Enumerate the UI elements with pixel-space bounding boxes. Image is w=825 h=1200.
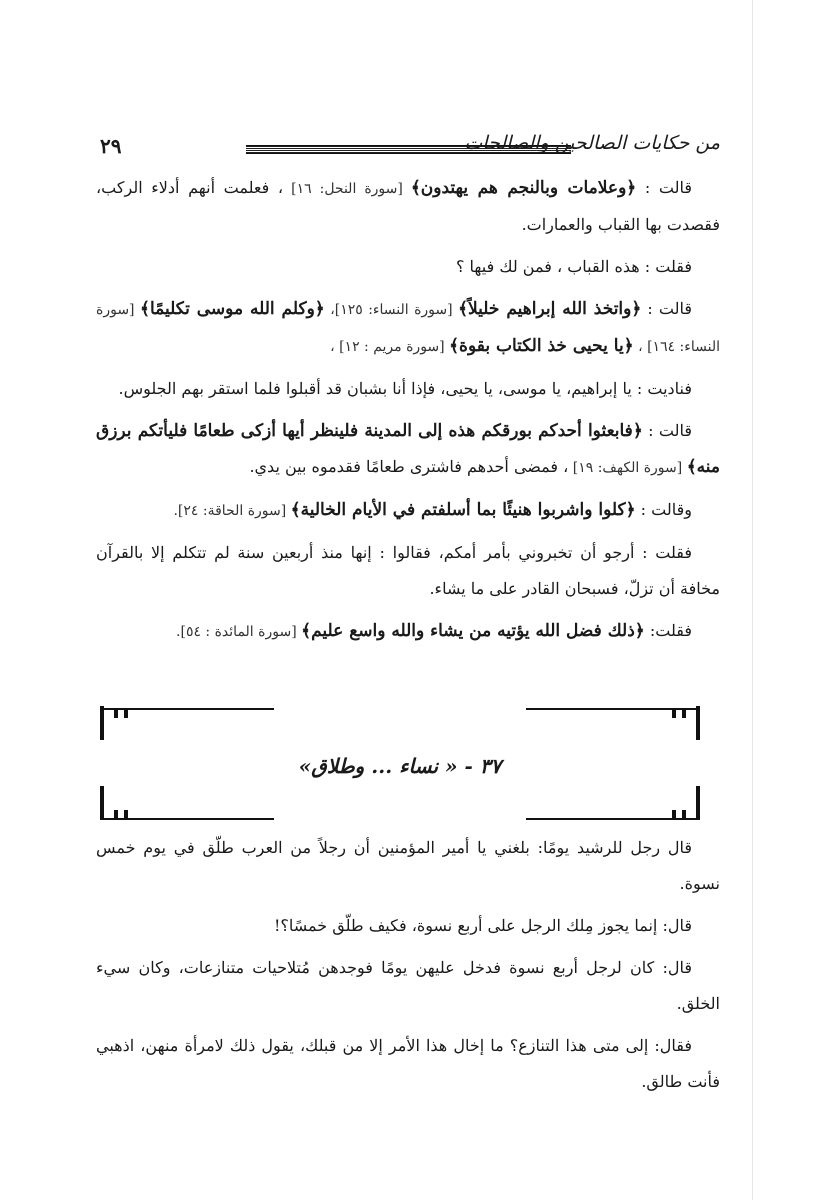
page-edge-line [752,0,753,1200]
quran-quote: ﴿يا يحيى خذ الكتاب بقوة﴾ [449,336,634,356]
paragraph: قال رجل للرشيد يومًا: بلغني يا أمير المؤمنين أن رجلاً من العرب طلّق في يوم خمس نسوة. [96,838,720,893]
quran-quote: ﴿ذلك فضل الله يؤتيه من يشاء والله واسع عليم﴾ [301,621,645,641]
frame-tick [672,810,676,818]
frame-tick [114,810,118,818]
surah-reference: [سورة النساء: ١٦٤] ، [96,302,720,355]
frame-tick [672,710,676,718]
paragraph [96,413,720,486]
surah-reference: [سورة مريم : ١٢] ، [330,339,450,355]
paragraph [96,492,720,529]
frame-tick [124,810,128,818]
paragraph-lead: وقالت : [635,500,692,519]
surah-reference: [سورة الكهف: ١٩] [568,460,687,476]
frame-tick [124,710,128,718]
paragraph-lead: فقلت: [644,621,692,640]
frame-tick [682,810,686,818]
section-heading: ٣٧ - « نساء ... وطلاق» [298,754,502,778]
paragraph [96,535,720,607]
frame-corner [696,706,700,740]
quran-quote: ﴿واتخذ الله إبراهيم خليلاً﴾ [458,299,642,319]
section-1-text [96,170,720,650]
paragraph-lead: قالت : [642,421,693,440]
paragraph: قال: إنما يجوز مِلك الرجل على أربع نسوة، فكيف طلّق خمسًا؟! [273,916,692,935]
quran-quote: ﴿فابعثوا أحدكم بورقكم هذه إلى المدينة فلينظر أيها أزكى طعامًا فليأتكم برزق منه﴾ [96,421,720,477]
section-heading-frame [100,700,700,820]
paragraph [96,249,720,285]
surah-reference: [سورة النساء: ١٢٥]، [324,302,459,318]
paragraph [96,291,720,365]
paragraph-tail: ، فعلمت أنهم أدلاء الركب، فقصدت بها القباب والعمارات. [96,178,720,234]
section-2-text [96,830,720,1100]
frame-corner [100,706,104,740]
paragraph-lead: فقلت : أرجو أن تخبروني بأمر أمكم، فقالوا : إنها منذ أربعين سنة لم تتكلم إلا بالقرآن مخافة أن تزلّ، فسبحان القادر على ما يشاء. [96,543,720,598]
surah-reference: [سورة المائدة : ٥٤]. [176,624,302,640]
paragraph [96,170,720,243]
paragraph: فقال: إلى متى هذا التنازع؟ ما إخال هذا الأمر إلا من قبلك، يقول ذلك لامرأة منهن، اذهبي فأنت طالق. [96,1036,720,1091]
frame-rule [526,818,696,820]
running-title: من حكايات الصالحين والصالحات [464,132,720,154]
frame-corner [696,786,700,820]
paragraph-lead: قالت : [641,299,692,318]
quran-quote: ﴿وعلامات وبالنجم هم يهتدون﴾ [410,178,637,198]
paragraph-tail: ، فمضى أحدهم فاشترى طعامًا فقدموه بين يدي. [249,457,569,476]
paragraph-lead: فناديت : يا إبراهيم، يا موسى، يا يحيى، فإذا أنا بشبان قد أقبلوا فلما استقر بهم الجلوس. [118,379,692,398]
frame-rule [104,708,274,710]
frame-corner [100,786,104,820]
frame-tick [682,710,686,718]
paragraph: قال: كان لرجل أربع نسوة فدخل عليهن يومًا فوجدهن مُتلاحيات متنازعات، وكان سيء الخلق. [96,958,720,1013]
paragraph [96,371,720,407]
paragraph [96,613,720,650]
page-number: ٢٩ [100,134,122,158]
paragraph-lead: قالت : [636,178,693,197]
frame-tick [114,710,118,718]
surah-reference: [سورة النحل: ١٦] [283,181,411,197]
quran-quote: ﴿وكلم الله موسى تكليمًا﴾ [139,299,325,319]
page-header [96,132,720,166]
frame-rule [104,818,274,820]
paragraph-lead: فقلت : هذه القباب ، فمن لك فيها ؟ [455,257,692,276]
surah-reference: [سورة الحاقة: ٢٤]. [173,503,291,519]
frame-rule [526,708,696,710]
quran-quote: ﴿كلوا واشربوا هنيئًا بما أسلفتم في الأيام الخالية﴾ [290,500,636,520]
